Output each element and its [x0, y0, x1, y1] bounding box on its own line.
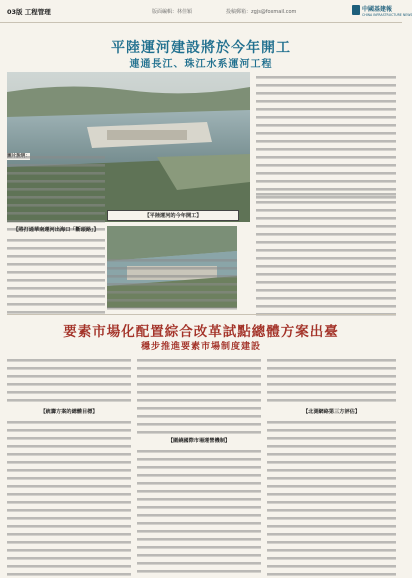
newspaper-logo — [352, 3, 412, 20]
logo-cn: 中國基建報 — [362, 6, 393, 13]
article2-subhead-1: 【統籌方案的總體目標】 — [40, 409, 98, 415]
article2-column-3 — [267, 356, 396, 404]
article1-right-column — [256, 73, 396, 185]
article1-title: 平陸運河建設將於今年開工 — [111, 40, 291, 56]
editor-credit: 版面編輯：林佳穎 — [152, 9, 193, 15]
article2-title: 要素市場化配置綜合改革試點總體方案出臺 — [63, 324, 339, 340]
article1-right-column-2 — [256, 190, 396, 308]
article2-subhead-3: 【北測網絡第三方評估】 — [302, 409, 361, 415]
article1-subhead-2: 【平陸運河的今年開工】 — [107, 210, 239, 221]
article2-subtitle: 穩步推進要素市場制度建設 — [140, 342, 261, 352]
article2-subhead-2: 【圍繞國際市場運營機制】 — [167, 438, 231, 444]
article2-column-1 — [7, 356, 131, 404]
article1-subtitle: 連通長江、珠江水系運河工程 — [129, 59, 273, 70]
section-divider — [7, 314, 396, 315]
article2-column-3b — [267, 418, 396, 558]
submission-email: 投稿郵箱：zgjs@foxmail.com — [226, 9, 297, 15]
article1-left-column — [7, 236, 105, 310]
article2-column-2b — [137, 447, 261, 559]
page-label: 03版 工程管理 — [7, 8, 51, 16]
article2-column-1b — [7, 418, 131, 558]
article1-middle-column — [107, 256, 237, 308]
logo-icon — [352, 5, 360, 15]
logo-en: CHINA INFRASTRUCTURE NEWS — [362, 13, 412, 17]
photo-caption — [7, 153, 105, 223]
article1-subhead-1: 【將打通華南運河出海口「斷頭路」】 — [13, 227, 99, 233]
page-header — [0, 0, 412, 23]
article2-column-2 — [137, 356, 261, 432]
